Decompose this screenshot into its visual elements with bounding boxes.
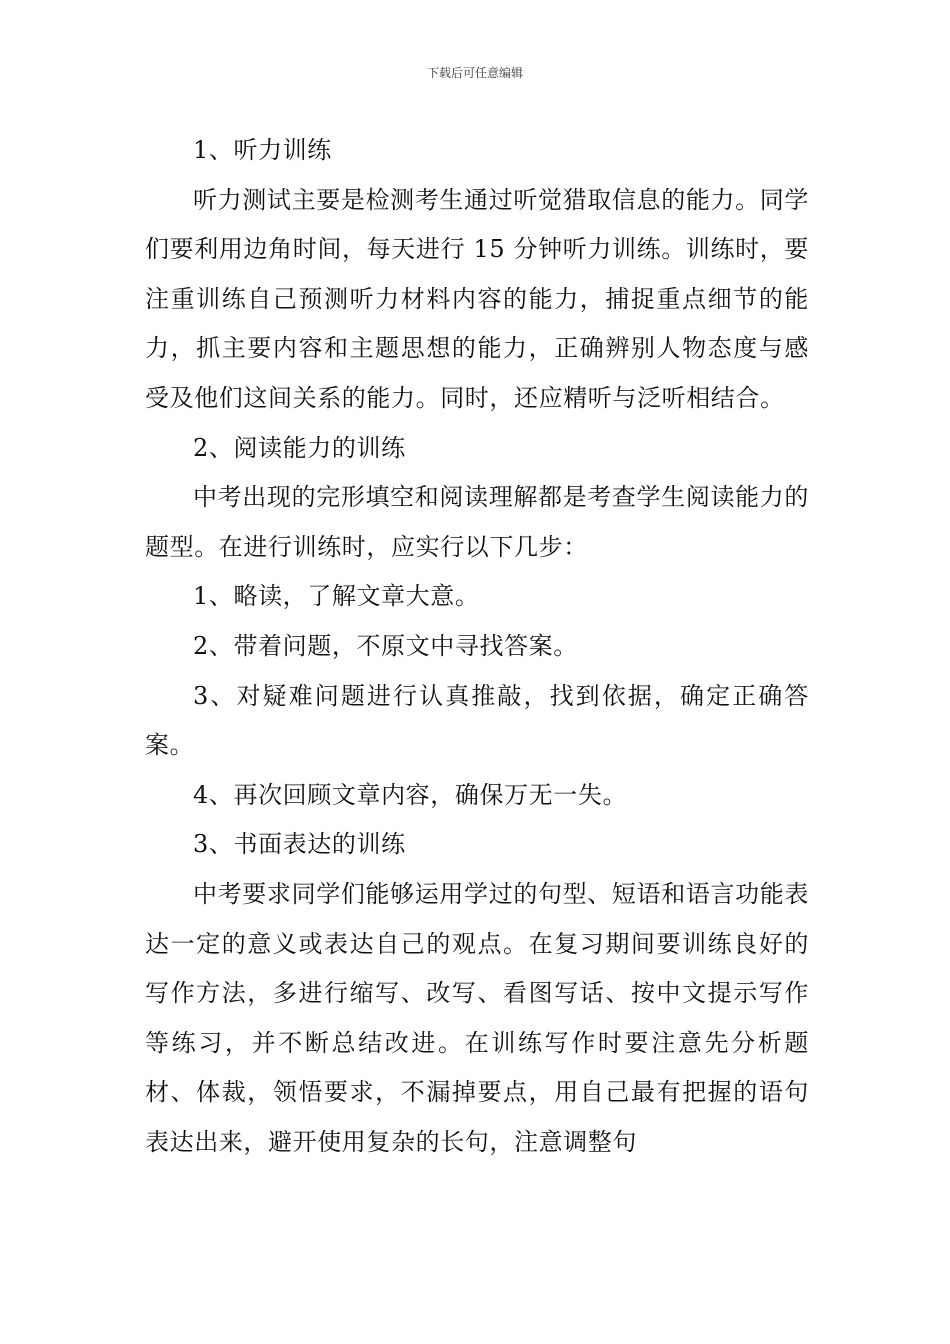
reading-step-3: 3、对疑难问题进行认真推敲，找到依据，确定正确答案。	[145, 681, 809, 760]
paragraph-listening: 听力测试主要是检测考生通过听觉猎取信息的能力。同学们要利用边角时间，每天进行 15 分钟听力训练。训练时，要注重训练自己预测听力材料内容的能力，捕捉重点细节的能力，抓主要内容和主题思想的能力，正确辨别人物态度与感受及他们这间关系的能力。同时，还应精听与泛听相结合。	[145, 185, 809, 412]
reading-step-4: 4、再次回顾文章内容，确保万无一失。	[193, 780, 628, 809]
reading-step-1: 1、略读，了解文章大意。	[193, 582, 480, 611]
heading-listening: 1、听力训练	[193, 136, 332, 164]
document-body	[145, 126, 809, 1167]
paragraph-writing: 中考要求同学们能够运用学过的句型、短语和语言功能表达一定的意义或表达自己的观点。在复习期间要训练良好的写作方法，多进行缩写、改写、看图写话、按中文提示写作等练习，并不断总结改进。在训练写作时要注意先分析题材、体裁，领悟要求，不漏掉要点，用自己最有把握的语句表达出来，避开使用复杂的长句，注意调整句	[145, 879, 809, 1156]
paragraph-reading: 中考出现的完形填空和阅读理解都是考查学生阅读能力的题型。在进行训练时，应实行以下几步：	[145, 483, 809, 561]
heading-writing: 3、书面表达的训练	[193, 830, 406, 859]
heading-reading: 2、阅读能力的训练	[193, 433, 406, 462]
reading-step-2: 2、带着问题，不原文中寻找答案。	[193, 631, 578, 660]
page-header: 下载后可任意编辑	[426, 66, 523, 80]
